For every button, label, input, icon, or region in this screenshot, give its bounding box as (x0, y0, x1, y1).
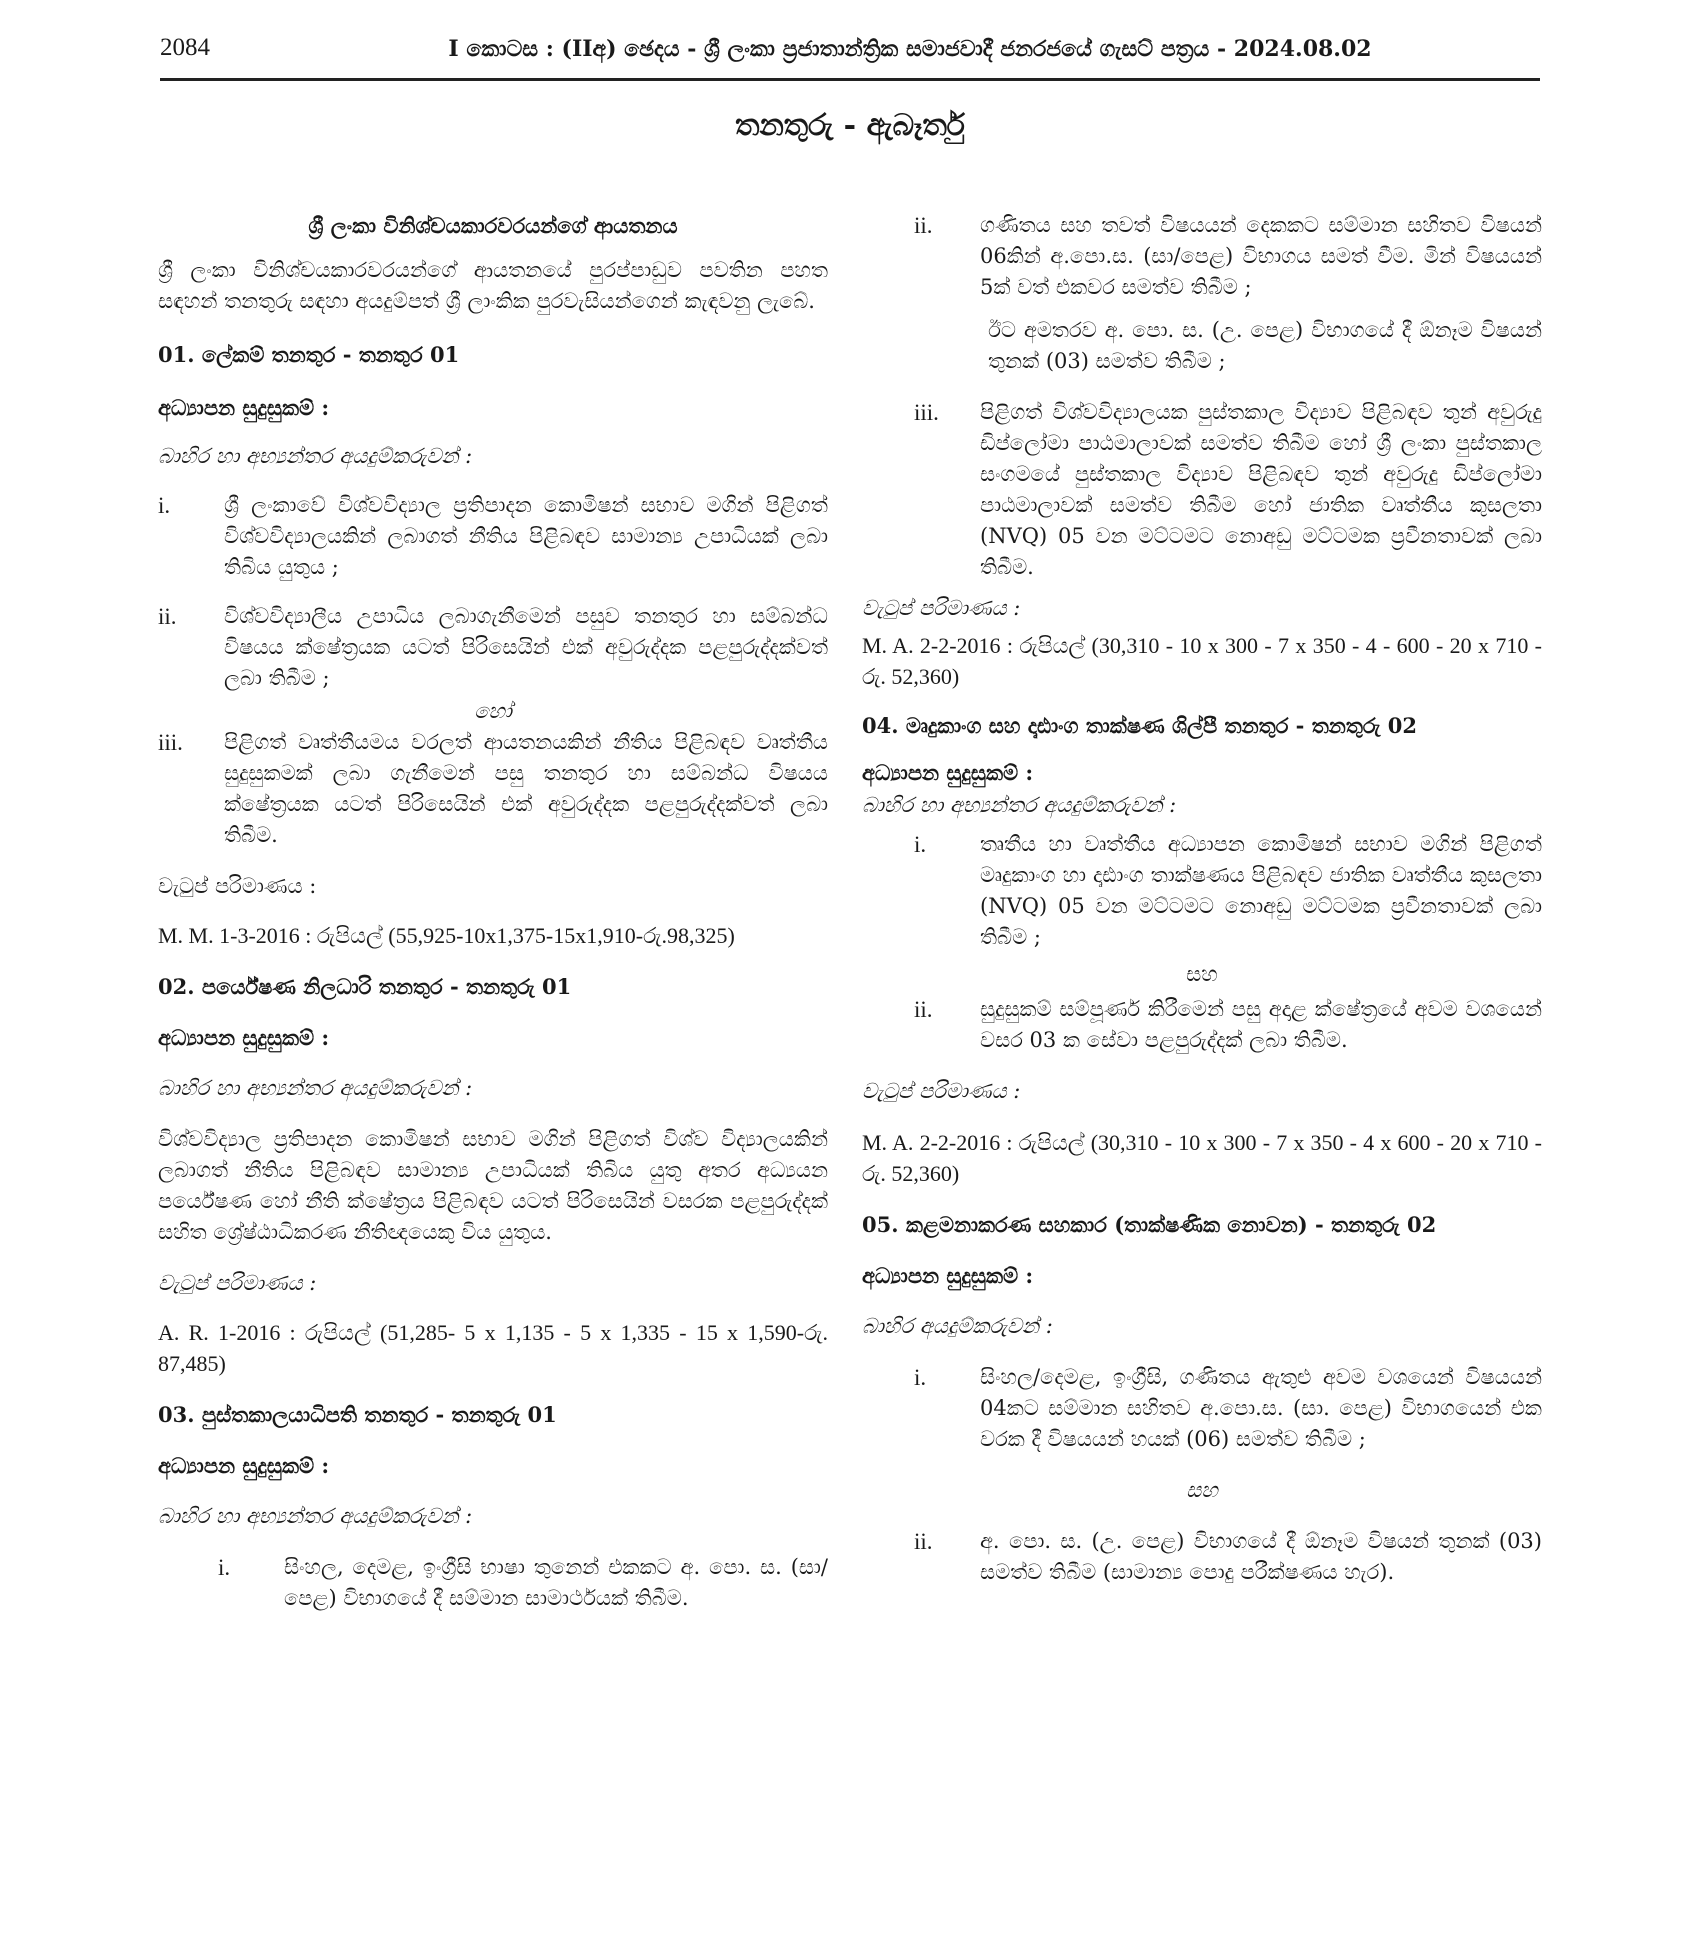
section-2-salary: A. R. 1-2016 : රුපියල් (51,285- 5 x 1,135 - 5 x 1,335 - 15 x 1,590-රු. 87,485) (158, 1320, 828, 1376)
section-3-salary-label: වැටුප් පරිමාණය : (862, 596, 1021, 620)
item-number: i. (218, 1555, 231, 1580)
item-text: ගණිතය සහ තවත් විෂයයන් දෙකකට සම්මාන සහිතව විෂයන් 06කින් අ.පො.ස. (සා/පෙළ) විභාගය සමත් වීම. මින් විෂයයන් 5ක් වත් එකවර සමත්ව තිබීම ; (980, 213, 1542, 299)
section-4-edu-label: අධ්‍යාපන සුදුසුකම් : (862, 760, 1034, 785)
item-text: අ. පො. ස. (උ. පෙළ) විභාගයේ දී ඕනෑම විෂයන් තුනක් (03) සමත්ව තිබීම (සාමාන්‍ය පොදු පරීක්ෂණය හැර). (980, 1529, 1542, 1584)
item-number: iii. (158, 730, 183, 755)
section-2-edu-label: අධ්‍යාපන සුදුසුකම් : (158, 1025, 330, 1050)
item-number: ii. (914, 213, 933, 238)
item-number: i. (158, 493, 171, 518)
section-4-item-ii (862, 994, 1542, 1056)
item-text: තෘතීය හා වෘත්තීය අධ්‍යාපන කොමිෂන් සභාව මගින් පිළිගත් මෘදුකාංග හා දෘඪාංග තාක්ෂණය පිළිබඳව ජාතික වෘත්තීය කුසලතා (NVQ) 05 වන මට්ටමට නොඅඩු මට්ටමක ප්‍රවීනතාවක් ලබා තිබීම ; (980, 832, 1542, 949)
item-number: iii. (914, 400, 939, 425)
section-4-item-i (862, 829, 1542, 953)
section-1-heading: 01. ලේකම් තනතුර - තනතුර 01 (158, 342, 460, 367)
section-5-heading: 05. කළමනාකරණ සහකාර (තාක්ෂණික නොවන) - තනතුරු 02 (862, 1212, 1437, 1237)
item-number: ii. (914, 1529, 933, 1554)
page-number: 2084 (160, 34, 210, 61)
section-3-item-i (158, 1552, 828, 1614)
gazette-header (160, 28, 1540, 81)
section-3-edu-label: අධ්‍යාපන සුදුසුකම් : (158, 1453, 330, 1478)
section-3-item-ii (862, 210, 1542, 303)
right-column (862, 210, 1542, 1588)
section-3-item-iii (862, 397, 1542, 583)
section-1-item-ii (158, 601, 828, 694)
item-number: i. (914, 832, 927, 857)
item-text: ශ්‍රී ලංකාවේ විශ්වවිද්‍යාල ප්‍රතිපාදන කොමිෂන් සභාව මගින් පිළිගත් විශ්වවිද්‍යාලයකින් ලබාගත් නීතිය පිළිබඳව සාමාන්‍ය උපාධියක් ලබා තිබිය යුතුය ; (224, 493, 828, 579)
section-4-heading: 04. මෘදුකාංග සහ දෘඪාංග තාක්ෂණ ශිල්පී තනතුර - තනතුරු 02 (862, 713, 1417, 738)
or-separator: හෝ (474, 699, 512, 723)
running-title: I කොටස : (IIඅ) ඡෙදය - ශ්‍රී ලංකා ප්‍රජාතාන්ත්‍රික සමාජවාදී ජනරජයේ ගැසට් පත්‍රය - 2024.08.02 (448, 36, 1372, 62)
section-3-applicants-label: බාහිර හා අභ්‍යන්තර අයදුම්කරුවන් : (158, 1504, 473, 1528)
section-1-edu-label: අධ්‍යාපන සුදුසුකම් : (158, 395, 330, 420)
section-1-applicants-label: බාහිර හා අභ්‍යන්තර අයදුම්කරුවන් : (158, 444, 473, 468)
and-separator: සහ (1186, 1478, 1218, 1502)
item-text: සුදුසුකම් සම්පූර්ණ කිරීමෙන් පසු අදාළ ක්ෂේත්‍රයේ අවම වශයෙන් වසර 03 ක සේවා පළපුරුද්දක් ලබා තිබීම. (980, 997, 1542, 1052)
item-number: ii. (914, 997, 933, 1022)
item-text: විශ්වවිද්‍යාලීය උපාධිය ලබාගැනීමෙන් පසුව තනතුර හා සම්බන්ධ විෂයය ක්ෂේත්‍රයක යටත් පිරිසෙයින් එක් අවුරුද්දක පළපුරුද්දක්වත් ලබා තිබීම ; (224, 604, 828, 690)
and-separator: සහ (1186, 962, 1218, 986)
section-4-salary: M. A. 2-2-2016 : රුපියල් (30,310 - 10 x 300 - 7 x 350 - 4 x 600 - 20 x 710 - රු. 52,360) (862, 1130, 1542, 1186)
left-column (158, 210, 828, 1614)
section-3-heading: 03. පුස්තකාලයාධිපති තනතුර - තනතුරු 01 (158, 1402, 557, 1427)
item-number: ii. (158, 604, 177, 629)
section-2-text: විශ්වවිද්‍යාල ප්‍රතිපාදන කොමිෂන් සභාව මගින් පිළිගත් විශ්ව විද්‍යාලයකින් ලබාගත් නීතිය පිළිබඳව සාමාන්‍ය උපාධියක් තිබිය යුතු අතර අධ්‍යයන පර්යේෂණ හෝ නීති ක්ෂේත්‍රය පිළිබඳව යටත් පිරිසෙයින් වසරක පළපුරුද්දක් සහිත ශ්‍රේෂ්ඨාධිකරණ නීතිඥයෙකු විය යුතුය. (158, 1127, 828, 1244)
section-2-heading: 02. පර්යේෂණ නිලධාරි තනතුර - තනතුරු 01 (158, 974, 572, 999)
section-1-item-iii (158, 727, 828, 851)
section-2-salary-label: වැටුප් පරිමාණය : (158, 1271, 317, 1295)
section-1-item-i (158, 490, 828, 583)
section-3-salary: M. A. 2-2-2016 : රුපියල් (30,310 - 10 x 300 - 7 x 350 - 4 - 600 - 20 x 710 - රු. 52,360) (862, 633, 1542, 689)
item-text: සිංහල, දෙමළ, ඉංග්‍රීසි භාෂා තුනෙන් එකකට අ. පො. ස. (සා/පෙළ) විභාගයේ දී සම්මාන සාමාර්ථයක් තිබීම. (284, 1555, 828, 1610)
section-3-item-ii-extra: ඊට අමතරව අ. පො. ස. (උ. පෙළ) විභාගයේ දී ඕනෑම විෂයන් තුනක් (03) සමත්ව තිබීම ; (988, 318, 1542, 373)
page-title: තනතුරු - ඇබෑර්තු (735, 108, 965, 143)
section-5-edu-label: අධ්‍යාපන සුදුසුකම් : (862, 1263, 1034, 1288)
section-5-applicants-label: බාහිර අයදුම්කරුවන් : (862, 1314, 1053, 1338)
section-5-item-i (862, 1362, 1542, 1455)
section-4-salary-label: වැටුප් පරිමාණය : (862, 1079, 1021, 1103)
item-text: පිළිගත් විශ්වවිද්‍යාලයක පුස්තකාල විද්‍යාව පිළිබඳව තුන් අවුරුදු ඩිප්ලෝමා පාඨමාලාවක් සමත්ව තිබීම හෝ ශ්‍රී ලංකා පුස්තකාල සංගමයේ පුස්තකාල විද්‍යාව පිළිබඳව තුන් අවුරුදු ඩිප්ලෝමා පාඨමාලාවක් සමත්ව තිබීම හෝ ජාතික වෘත්තීය කුසලතා (NVQ) 05 වන මට්ටමට නොඅඩු මට්ටමක ප්‍රවීනතාවක් ලබා තිබීම. (980, 400, 1542, 579)
item-number: i. (914, 1365, 927, 1390)
item-text: පිළිගත් වෘත්තීයමය වරලත් ආයතනයකින් නීතිය පිළිබඳව වෘත්තීය සුදුසුකමක් ලබා ගැනීමෙන් පසු තනතුර හා සම්බන්ධ විෂයය ක්ෂේත්‍රයක යටත් පිරිසෙයින් එක් අවුරුද්දක පළපුරුද්දක්වත් ලබා තිබීම. (224, 730, 828, 847)
section-1-salary: M. M. 1-3-2016 : රුපියල් (55,925-10x1,375-15x1,910-රු.98,325) (158, 923, 735, 948)
intro-paragraph: ශ්‍රී ලංකා විනිශ්චයකාරවරයන්ගේ ආයතනයේ පුරප්පාඩුව පවතින පහත සඳහන් තනතුරු සඳහා අයදුම්පත් ශ්‍රී ලාංකික පුරවැසියන්ගෙන් කැඳවනු ලැබේ. (158, 258, 828, 313)
section-4-applicants-label: බාහිර හා අභ්‍යන්තර අයදුම්කරුවන් : (862, 793, 1177, 817)
section-1-salary-label: වැටුප් පරිමාණය : (158, 874, 317, 898)
section-2-applicants-label: බාහිර හා අභ්‍යන්තර අයදුම්කරුවන් : (158, 1076, 473, 1100)
item-text: සිංහල/දෙමළ, ඉංග්‍රීසි, ගණිතය ඇතුළු අවම වශයෙන් විෂයයන් 04කට සම්මාන සහිතව අ.පො.ස. (සා. පෙළ) විභාගයෙන් එක වරක දී විෂයයන් හයක් (06) සමත්ව තිබීම ; (980, 1365, 1542, 1451)
section-5-item-ii (862, 1526, 1542, 1588)
institute-title: ශ්‍රී ලංකා විනිශ්චයකාරවරයන්ගේ ආයතනය (308, 213, 678, 238)
